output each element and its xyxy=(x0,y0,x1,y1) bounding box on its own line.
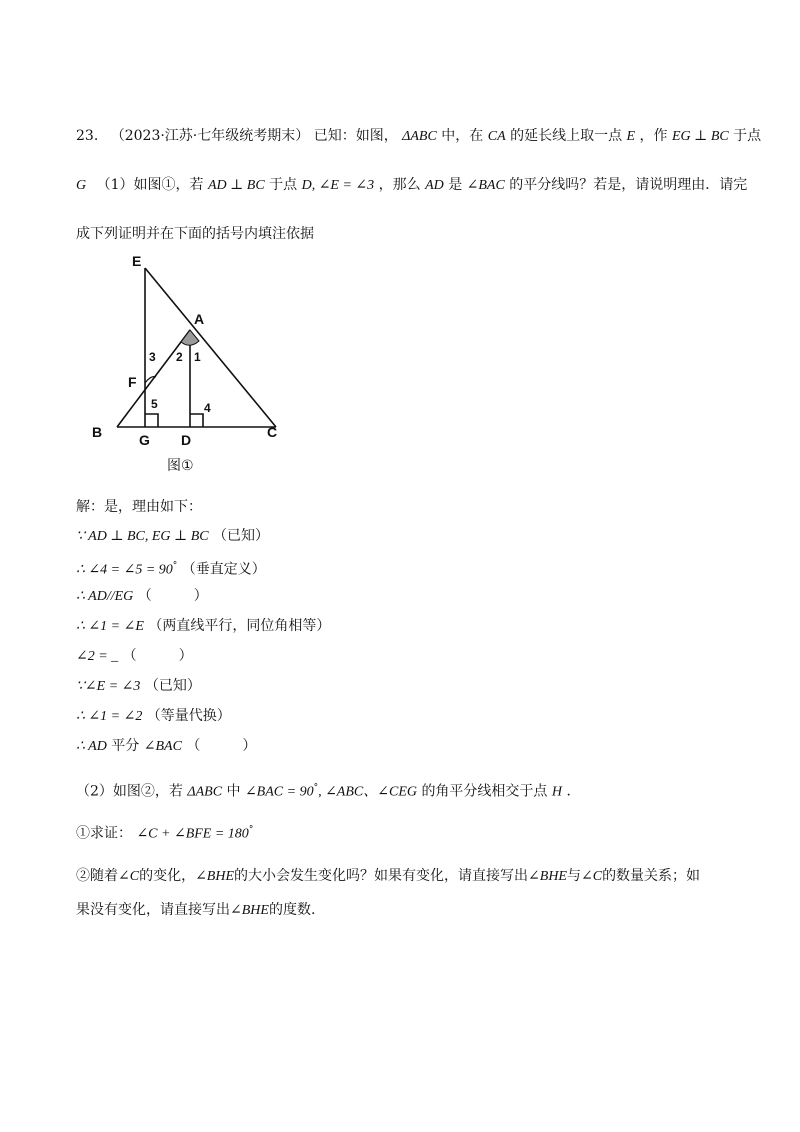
part2-text: ． xyxy=(566,783,581,800)
step-3-math: ∴ AD//EG xyxy=(76,589,134,604)
label-point-f: F xyxy=(128,374,137,390)
math-triangle-abc-2: ΔABC xyxy=(187,784,223,800)
angle-arc-a xyxy=(181,330,199,345)
degree-sign: ° xyxy=(248,825,254,835)
problem-text: 成下列证明并在下面的括号内填注依据 xyxy=(76,226,314,242)
problem-text: （1）如图①，若 xyxy=(96,177,204,193)
step-7-reason: （等量代换） xyxy=(146,708,231,724)
step-5-math: ∠2 = _ xyxy=(76,649,119,664)
math-angle-bac-90: ∠BAC = 90 xyxy=(244,784,314,800)
step-8-text: 平分 xyxy=(111,738,140,754)
solution-step-4 xyxy=(76,616,330,637)
right-angle-mark-d xyxy=(190,414,203,427)
q2-angle-bhe-2: ∠BHE xyxy=(528,869,567,884)
math-angle-bisectors: , ∠ABC、∠CEG xyxy=(318,784,417,800)
problem-text: ，作 xyxy=(639,128,668,144)
question-1-label: ①求证： xyxy=(76,825,132,842)
q2-text: 的数量关系；如 xyxy=(602,868,701,884)
right-angle-mark-g xyxy=(145,414,158,427)
q2-text: 的大小会发生变化吗？如果有变化，请直接写出 xyxy=(234,868,529,884)
problem-text: ，那么 xyxy=(378,177,421,193)
label-point-g: G xyxy=(139,432,150,448)
label-angle-2: 2 xyxy=(176,350,183,364)
step-3-reason: （ ） xyxy=(137,588,208,604)
step-5-reason: （ ） xyxy=(122,648,193,664)
problem-text: 的平分线吗？若是，请说明理由．请完 xyxy=(509,177,748,193)
step-8-reason: （ ） xyxy=(186,738,257,754)
problem-source: （2023·江苏·七年级统考期末） xyxy=(110,128,310,144)
part2-question-2-line-1 xyxy=(76,866,700,887)
problem-text: 于点 xyxy=(269,177,298,193)
step-6-reason: （已知） xyxy=(144,678,201,694)
label-angle-3: 3 xyxy=(149,350,156,364)
math-ad: AD xyxy=(425,178,444,193)
solution-intro xyxy=(76,497,202,517)
q2-text: 果没有变化，请直接写出 xyxy=(76,902,230,918)
math-eg-perp-bc: EG ⊥ BC xyxy=(672,129,729,144)
problem-text: 于点 xyxy=(733,128,762,144)
label-point-b: B xyxy=(92,424,103,440)
solution-step-5 xyxy=(76,646,193,667)
part2-text: 中 xyxy=(226,783,241,800)
step-1-math: ∵ AD ⊥ BC, EG ⊥ BC xyxy=(76,529,209,544)
problem-text: 的延长线上取一点 xyxy=(510,128,623,144)
problem-number: 23. xyxy=(76,128,99,144)
q2-angle-c: ∠C xyxy=(118,869,140,884)
math-point-g: G xyxy=(76,178,87,193)
step-8-angle: ∠BAC xyxy=(143,739,182,754)
label-angle-5: 5 xyxy=(151,397,158,411)
label-point-e: E xyxy=(132,253,142,269)
q2-text: 的度数. xyxy=(268,902,316,918)
label-point-a: A xyxy=(194,311,205,327)
step-7-math: ∴ ∠1 = ∠2 xyxy=(76,709,143,724)
question-1-math: ∠C + ∠BFE = 180 xyxy=(136,826,249,842)
solution-intro-text: 解：是，理由如下： xyxy=(76,499,202,515)
step-2-math: ∴ ∠4 = ∠5 = 90 xyxy=(76,562,173,578)
q2-angle-bhe-3: ∠BHE xyxy=(230,903,269,918)
math-ad-perp-bc: AD ⊥ BC xyxy=(207,178,265,193)
solution-step-2 xyxy=(76,556,266,581)
q2-text: 与 xyxy=(566,868,581,884)
solution-step-3 xyxy=(76,586,208,607)
solution-step-7 xyxy=(76,706,231,727)
part2-line-1 xyxy=(76,778,580,803)
q2-text: ②随着 xyxy=(76,868,118,884)
figure-caption: 图① xyxy=(167,458,194,474)
problem-text: 已知：如图， xyxy=(313,128,398,144)
degree-sign: ° xyxy=(313,783,319,793)
math-point-h: H xyxy=(551,784,563,800)
solution-step-6 xyxy=(76,676,201,697)
part2-question-1 xyxy=(76,820,253,845)
math-d-condition: D, ∠E = ∠3 xyxy=(301,178,375,193)
step-6-math: ∵∠E = ∠3 xyxy=(76,679,141,694)
math-ca: CA xyxy=(487,129,506,144)
problem-text: 中，在 xyxy=(441,128,484,144)
q2-text: 的变化， xyxy=(139,868,196,884)
part2-text: 的角平分线相交于点 xyxy=(421,783,548,800)
step-1-reason: （已知） xyxy=(213,528,270,544)
part2-text: （2）如图②，若 xyxy=(76,783,183,800)
q2-angle-c-2: ∠C xyxy=(580,869,603,884)
label-point-d: D xyxy=(181,432,192,448)
part2-question-2-line-2 xyxy=(76,900,315,921)
label-angle-1: 1 xyxy=(194,350,201,364)
step-8-math: ∴ AD xyxy=(76,739,107,754)
problem-text: 是 xyxy=(448,177,463,193)
solution-step-1 xyxy=(76,526,269,547)
math-angle-bac: ∠BAC xyxy=(466,178,505,193)
step-4-reason: （两直线平行，同位角相等） xyxy=(148,618,331,634)
math-triangle-abc: ΔABC xyxy=(402,129,437,144)
label-angle-4: 4 xyxy=(204,401,211,415)
label-point-c: C xyxy=(267,424,278,440)
geometry-figure-1 xyxy=(0,0,800,480)
step-2-reason: （垂直定义） xyxy=(181,561,266,578)
degree-sign: ° xyxy=(172,561,178,571)
q2-angle-bhe: ∠BHE xyxy=(195,869,235,884)
math-point-e: E xyxy=(626,129,636,144)
solution-step-8 xyxy=(76,736,256,757)
step-4-math: ∴ ∠1 = ∠E xyxy=(76,619,144,634)
